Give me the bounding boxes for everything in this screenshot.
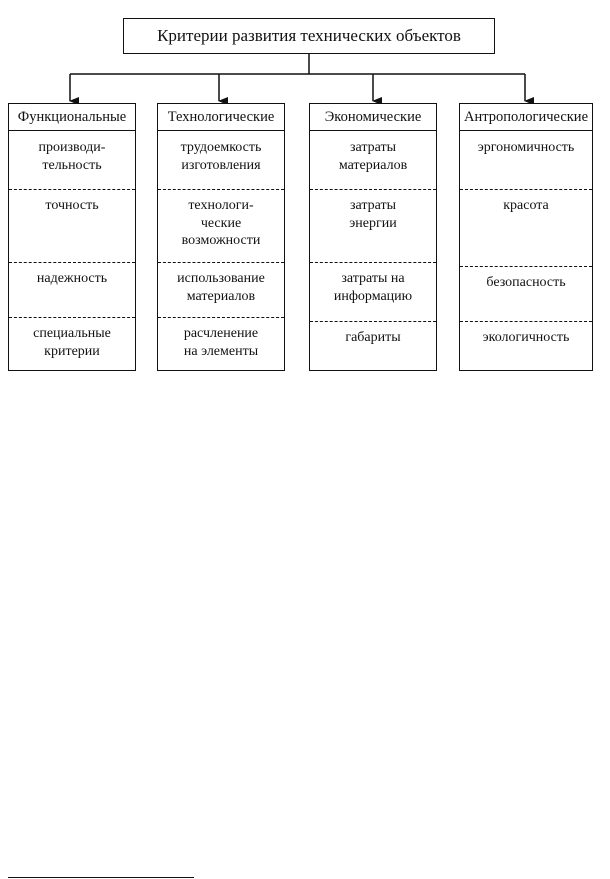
column-anthropological [459, 103, 593, 371]
root-title: Критерии развития технических объектов [157, 26, 461, 45]
criterion-cell: использование материалов [177, 271, 265, 304]
criterion-cell: точность [45, 198, 99, 213]
criterion-cell: трудоемкость изготовления [180, 140, 262, 173]
criterion-cell: затраты на информацию [333, 271, 413, 304]
criterion-cell: габариты [345, 330, 401, 345]
column-header: Технологические [158, 104, 284, 131]
criterion-cell: красота [503, 198, 549, 213]
column-economic [309, 103, 437, 371]
criterion-cell: экологичность [482, 330, 570, 345]
criterion-cell: специальные критерии [33, 326, 111, 359]
criterion-cell: затраты материалов [338, 140, 408, 173]
criterion-cell: надежность [36, 271, 108, 286]
column-header: Функциональные [9, 104, 135, 131]
column-header: Антропологические [460, 104, 592, 131]
column-header: Экономические [310, 104, 436, 131]
criterion-cell: затраты энергии [349, 198, 397, 231]
criterion-cell: расчленение на элементы [183, 326, 259, 359]
column-functional [8, 103, 136, 371]
criterion-cell: эргономичность [477, 140, 575, 155]
criterion-cell: технологи- ческие возможности [181, 198, 261, 248]
criterion-cell: безопасность [486, 275, 566, 290]
column-technological [157, 103, 285, 371]
footnote-rule [8, 877, 194, 878]
criterion-cell: производи- тельность [38, 140, 106, 173]
